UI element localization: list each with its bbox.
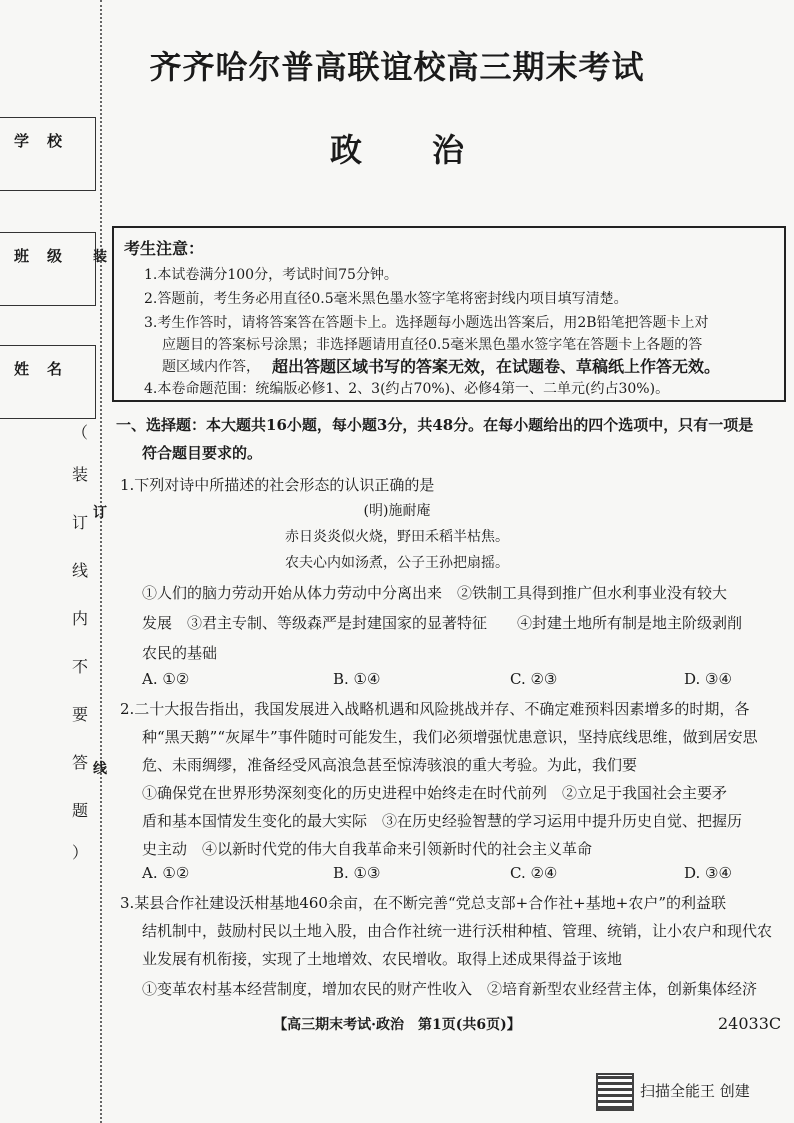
- exam-title: 齐齐哈尔普高联谊校高三期末考试: [149, 48, 645, 86]
- vertical-char: （: [72, 423, 89, 442]
- name-label: 姓名: [14, 360, 81, 378]
- scanner-watermark: 扫描全能王 创建: [640, 1082, 750, 1100]
- notice-item: 1.本试卷满分100分，考试时间75分钟。: [144, 267, 398, 283]
- vertical-char: 订: [72, 513, 89, 532]
- poem-author: (明)施耐庵: [363, 503, 431, 519]
- q1-option-c[interactable]: C. ②③: [510, 670, 558, 688]
- vertical-char: 装: [72, 465, 89, 484]
- q1-choice-text: 发展 ③君主专制、等级森严是封建国家的显著特征 ④封建土地所有制是地主阶级剥削: [142, 614, 743, 632]
- notice-item: 4.本卷命题范围：统编版必修1、2、3(约占70%)、必修4第一、二单元(约占30%)。: [144, 381, 670, 397]
- notice-title: 考生注意：: [124, 239, 205, 258]
- class-field[interactable]: [0, 232, 96, 306]
- binding-mark: 订: [93, 505, 107, 521]
- q2-option-d[interactable]: D. ③④: [684, 864, 732, 882]
- q2-choice-text: 盾和基本国情发生变化的最大实际 ③在历史经验智慧的学习运用中提升历史自觉、把握历: [142, 812, 743, 830]
- q3-text: 结机制中，鼓励村民以土地入股，由合作社统一进行沃柑种植、管理、统销，让小农户和现代农: [142, 922, 773, 940]
- q1-option-d[interactable]: D. ③④: [684, 670, 732, 688]
- subject-title: 政治: [329, 131, 534, 169]
- q1-choice-text: 农民的基础: [142, 644, 218, 662]
- q2-stem: 2.二十大报告指出，我国发展进入战略机遇和风险挑战并存、不确定难预料因素增多的时期，各: [120, 700, 750, 718]
- poem-line: 农夫心内如汤煮，公子王孙把扇摇。: [285, 555, 509, 571]
- name-field[interactable]: [0, 345, 96, 419]
- notice-item: 2.答题前，考生务必用直径0.5毫米黑色墨水签字笔将密封线内项目填写清楚。: [144, 291, 628, 307]
- q1-option-b[interactable]: B. ①④: [333, 670, 381, 688]
- section-heading: 一、选择题：本大题共16小题，每小题3分，共48分。在每小题给出的四个选项中，只有一项是: [116, 416, 754, 434]
- section-heading-cont: 符合题目要求的。: [142, 444, 263, 462]
- binding-mark: 线: [93, 761, 107, 777]
- exam-code: 24033C: [718, 1014, 782, 1033]
- class-label: 班级: [14, 247, 81, 265]
- notice-item: 3.考生作答时，请将答案答在答题卡上。选择题每小题选出答案后，用2B铅笔把答题卡上对: [144, 315, 709, 331]
- qr-code-icon: [596, 1073, 634, 1111]
- poem-line: 赤日炎炎似火烧，野田禾稻半枯焦。: [285, 529, 509, 545]
- q2-text: 种“黑天鹅”“灰犀牛”事件随时可能发生，我们必须增强忧患意识，坚持底线思维，做到居安思: [142, 728, 758, 746]
- binding-mark: 装: [93, 249, 107, 265]
- q1-stem: 1.下列对诗中所描述的社会形态的认识正确的是: [120, 476, 435, 494]
- q2-option-b[interactable]: B. ①③: [333, 864, 381, 882]
- vertical-char: 答: [72, 753, 89, 772]
- q2-choice-text: ①确保党在世界形势深刻变化的历史进程中始终走在时代前列 ②立足于我国社会主要矛: [142, 784, 728, 802]
- q1-option-a[interactable]: A. ①②: [142, 670, 190, 688]
- vertical-char: 不: [72, 657, 89, 676]
- notice-item: 题区域内作答，: [162, 359, 260, 375]
- q3-text: 业发展有机衔接，实现了土地增效、农民增收。取得上述成果得益于该地: [142, 950, 623, 968]
- q2-text: 危、未雨绸缪，准备经受风高浪急甚至惊涛骇浪的重大考验。为此，我们要: [142, 756, 638, 774]
- notice-emphasis: 超出答题区域书写的答案无效，在试题卷、草稿纸上作答无效。: [272, 357, 721, 376]
- vertical-char: ）: [72, 843, 89, 862]
- vertical-char: 内: [72, 609, 89, 628]
- page-footer: 【高三期末考试·政治 第1页(共6页)】: [273, 1017, 521, 1033]
- q2-option-a[interactable]: A. ①②: [142, 864, 190, 882]
- school-label: 学校: [14, 132, 81, 150]
- notice-item: 应题目的答案标号涂黑；非选择题请用直径0.5毫米黑色墨水签字笔在答题卡上各题的答: [162, 337, 703, 353]
- q2-choice-text: 史主动 ④以新时代党的伟大自我革命来引领新时代的社会主义革命: [142, 840, 593, 858]
- vertical-char: 要: [72, 705, 89, 724]
- q3-stem: 3.某县合作社建设沃柑基地460余亩，在不断完善“党总支部+合作社+基地+农户”的利益联: [120, 894, 726, 912]
- q3-choice-text: ①变革农村基本经营制度，增加农民的财产性收入 ②培育新型农业经营主体，创新集体经济: [142, 980, 758, 998]
- q1-choice-text: ①人们的脑力劳动开始从体力劳动中分离出来 ②铁制工具得到推广但水利事业没有较大: [142, 584, 728, 602]
- vertical-char: 题: [72, 801, 89, 820]
- q2-option-c[interactable]: C. ②④: [510, 864, 558, 882]
- vertical-char: 线: [72, 561, 89, 580]
- notice-box: [112, 226, 786, 402]
